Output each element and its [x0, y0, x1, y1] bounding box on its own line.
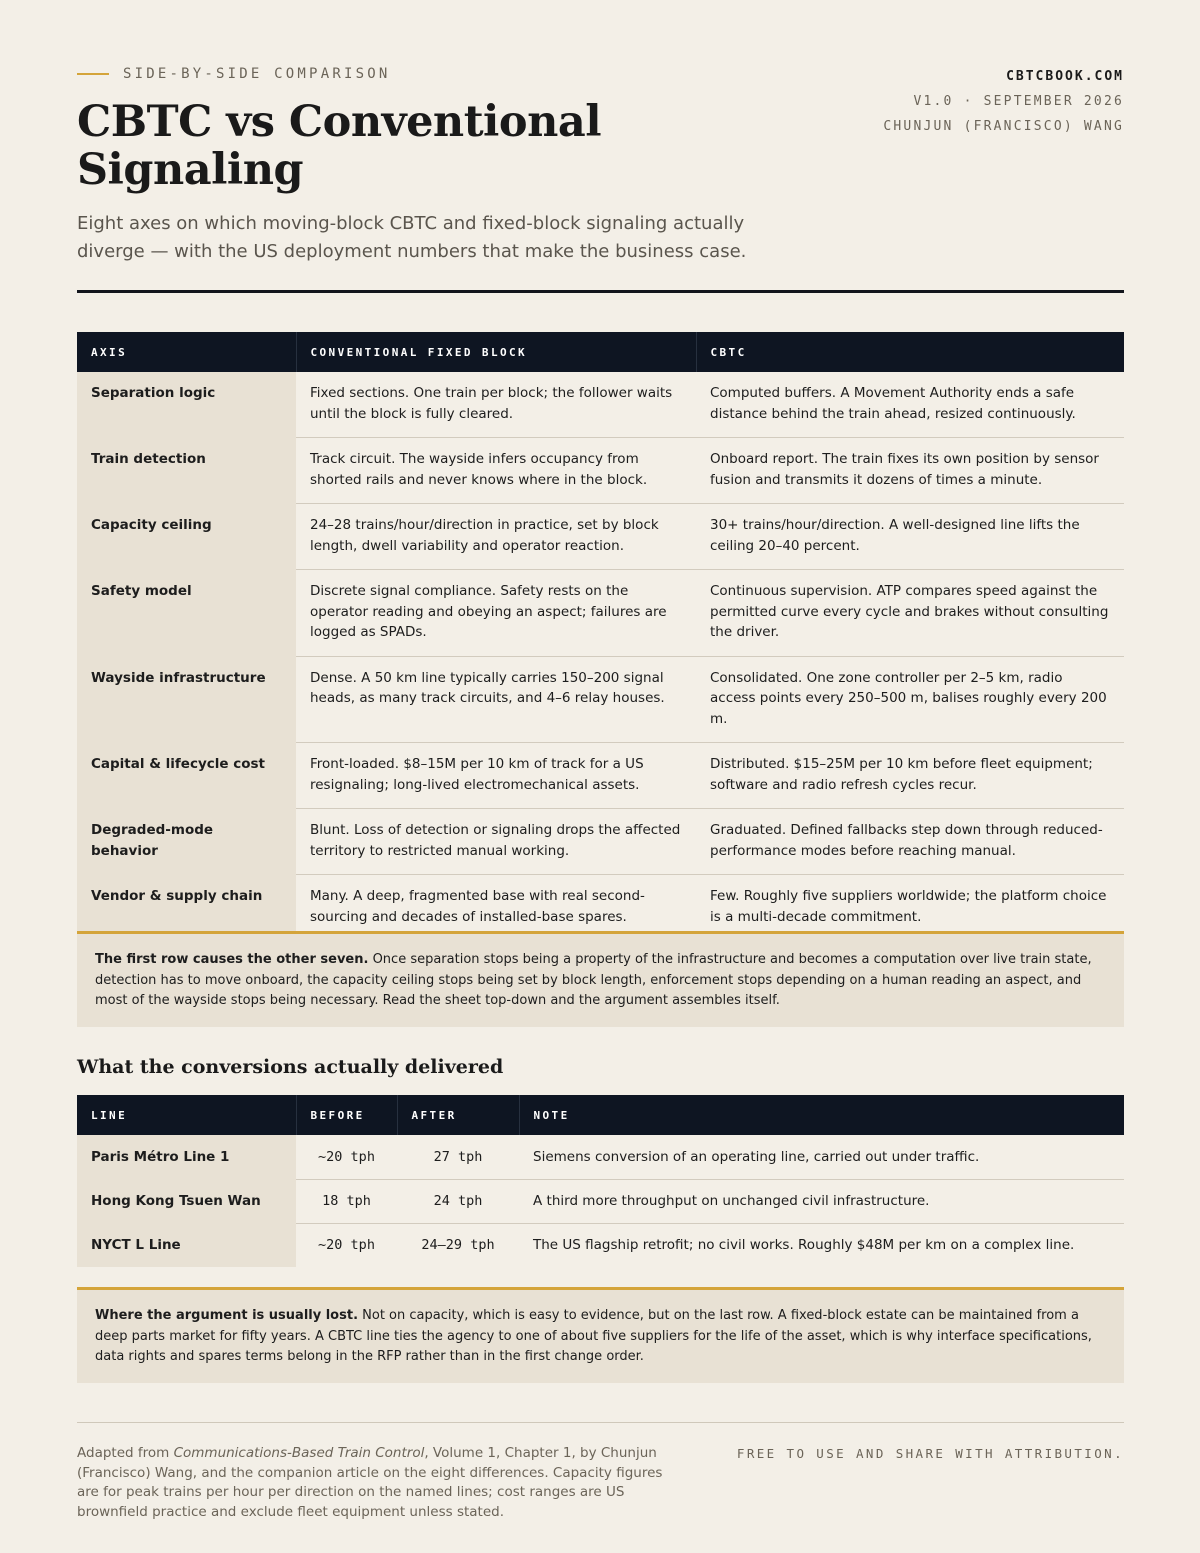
cbtc-cell: Onboard report. The train fixes its own position by sensor fusion and transmits it dozens of times a minute.: [696, 438, 1124, 504]
axis-label: Vendor & supply chain: [77, 875, 296, 941]
conventional-cell: 24–28 trains/hour/direction in practice, set by block length, dwell variability and operator reaction.: [296, 504, 696, 570]
axis-label: Train detection: [77, 438, 296, 504]
axis-label: Degraded-mode behavior: [77, 809, 296, 875]
after-value: 27 tph: [397, 1135, 519, 1179]
axis-label: Capital & lifecycle cost: [77, 743, 296, 809]
table-row: [77, 372, 1124, 438]
delivered-section-title: What the conversions actually delivered: [77, 1056, 504, 1078]
callout-body: Once separation stops being a property of the infrastructure and becomes a computation over live train state, detection has to move onboard, the capacity ceiling stops being set by block length, enforcement stops depending on a human reading an aspect, and most of the wayside stops being necessary. Read the sheet top-down and the argument assembles itself.: [95, 952, 1092, 1009]
table-row: [77, 809, 1124, 875]
table-row: [77, 504, 1124, 570]
column-header-line: LINE: [77, 1095, 296, 1135]
eyebrow-label: SIDE-BY-SIDE COMPARISON: [123, 66, 391, 82]
axis-label: Wayside infrastructure: [77, 656, 296, 743]
cbtc-cell: Computed buffers. A Movement Authority ends a safe distance behind the train ahead, resized continuously.: [696, 372, 1124, 438]
comparison-table: [77, 332, 1124, 940]
after-value: 24–29 tph: [421, 1237, 495, 1253]
before-value: ~20 tph: [318, 1237, 375, 1253]
cbtc-cell: Continuous supervision. ATP compares speed against the permitted curve every cycle and brakes without consulting the driver.: [696, 570, 1124, 657]
axis-label: Capacity ceiling: [77, 504, 296, 570]
cbtc-cell: Graduated. Defined fallbacks step down through reduced-performance modes before reaching manual.: [696, 809, 1124, 875]
version-date: V1.0 · SEPTEMBER 2026: [913, 94, 1124, 109]
eyebrow: [77, 66, 390, 82]
table-row: [77, 1179, 1124, 1223]
note-cell: Siemens conversion of an operating line, carried out under traffic.: [519, 1135, 1124, 1179]
after-value: 24 tph: [397, 1179, 519, 1223]
column-header-cbtc: CBTC: [696, 332, 1124, 372]
callout-body: Not on capacity, which is easy to evidence, but on the last row. A fixed-block estate can be maintained from a deep parts market for fifty years. A CBTC line ties the agency to one of about five suppliers for the life of the asset, which is why interface specifications, data rights and spares terms belong in the RFP rather than in the first change order.: [95, 1308, 1092, 1365]
table-row: [77, 1135, 1124, 1179]
eyebrow-rule: [77, 73, 109, 75]
conventional-cell: Track circuit. The wayside infers occupancy from shorted rails and never knows where in the block.: [296, 438, 696, 504]
cbtc-cell: Distributed. $15–25M per 10 km before fleet equipment; software and radio refresh cycles recur.: [696, 743, 1124, 809]
conventional-cell: Dense. A 50 km line typically carries 150–200 signal heads, as many track circuits, and 4–6 relay houses.: [296, 656, 696, 743]
page-title: CBTC vs Conventional Signaling: [77, 97, 602, 195]
site-name: CBTCBOOK.COM: [1006, 69, 1124, 84]
table-row: [77, 570, 1124, 657]
table-row: [77, 656, 1124, 743]
table-row: [77, 743, 1124, 809]
column-header-conventional: CONVENTIONAL FIXED BLOCK: [296, 332, 696, 372]
page-subtitle: Eight axes on which moving-block CBTC and fixed-block signaling actually diverge — with the US deployment numbers that make the business case.: [77, 213, 747, 262]
column-header-after: AFTER: [397, 1095, 519, 1135]
callout-lead: Where the argument is usually lost.: [95, 1308, 359, 1323]
callout-lead: The first row causes the other seven.: [95, 952, 369, 967]
line-name: NYCT L Line: [77, 1223, 296, 1267]
header-divider: [77, 290, 1124, 293]
conventional-cell: Many. A deep, fragmented base with real second-sourcing and decades of installed-base spares.: [310, 888, 645, 925]
note-cell: A third more throughput on unchanged civil infrastructure.: [519, 1179, 1124, 1223]
cbtc-cell: Consolidated. One zone controller per 2–5 km, radio access points every 250–500 m, balises roughly every 200 m.: [696, 656, 1124, 743]
table-row: [77, 438, 1124, 504]
cbtc-cell: 30+ trains/hour/direction. A well-designed line lifts the ceiling 20–40 percent.: [696, 504, 1124, 570]
book-title: Communications-Based Train Control: [173, 1445, 425, 1461]
header-meta: [883, 68, 1124, 136]
conversions-table: [77, 1095, 1124, 1267]
argument-lost-callout: [77, 1287, 1124, 1383]
source-prefix: Adapted from: [77, 1445, 174, 1461]
source-note: [77, 1444, 667, 1522]
axis-label: Separation logic: [77, 372, 296, 438]
column-header-axis: AXIS: [77, 332, 296, 372]
conventional-cell: Fixed sections. One train per block; the follower waits until the block is fully cleared.: [296, 372, 696, 438]
column-header-before: BEFORE: [296, 1095, 397, 1135]
author-name: CHUNJUN (FRANCISCO) WANG: [883, 119, 1124, 134]
column-header-note: NOTE: [519, 1095, 1124, 1135]
first-row-callout: [77, 931, 1124, 1027]
conventional-cell: Front-loaded. $8–15M per 10 km of track for a US resignaling; long-lived electromechanical assets.: [296, 743, 696, 809]
cbtc-cell: Few. Roughly five suppliers worldwide; the platform choice is a multi-decade commitment.: [710, 888, 1107, 925]
license-note: FREE TO USE AND SHARE WITH ATTRIBUTION.: [736, 1446, 1124, 1461]
table-row: [77, 1223, 1124, 1267]
conversions-header-row: [77, 1095, 1124, 1135]
footer-divider: [77, 1422, 1124, 1423]
before-value: 18 tph: [296, 1179, 397, 1223]
source-rest: , Volume 1, Chapter 1, by Chunjun (Francisco) Wang, and the companion article on the eight differences. Capacity figures are for peak trains per hour per direction on the named lines; cost ranges are US brownfield practice and exclude fleet equipment unless stated.: [77, 1445, 663, 1520]
line-name: Hong Kong Tsuen Wan: [77, 1179, 296, 1223]
comparison-header-row: [77, 332, 1124, 372]
before-value: ~20 tph: [296, 1135, 397, 1179]
note-cell: The US flagship retrofit; no civil works. Roughly $48M per km on a complex line.: [533, 1237, 1075, 1253]
conventional-cell: Blunt. Loss of detection or signaling drops the affected territory to restricted manual working.: [296, 809, 696, 875]
line-name: Paris Métro Line 1: [77, 1135, 296, 1179]
conventional-cell: Discrete signal compliance. Safety rests on the operator reading and obeying an aspect; failures are logged as SPADs.: [296, 570, 696, 657]
axis-label: Safety model: [77, 570, 296, 657]
